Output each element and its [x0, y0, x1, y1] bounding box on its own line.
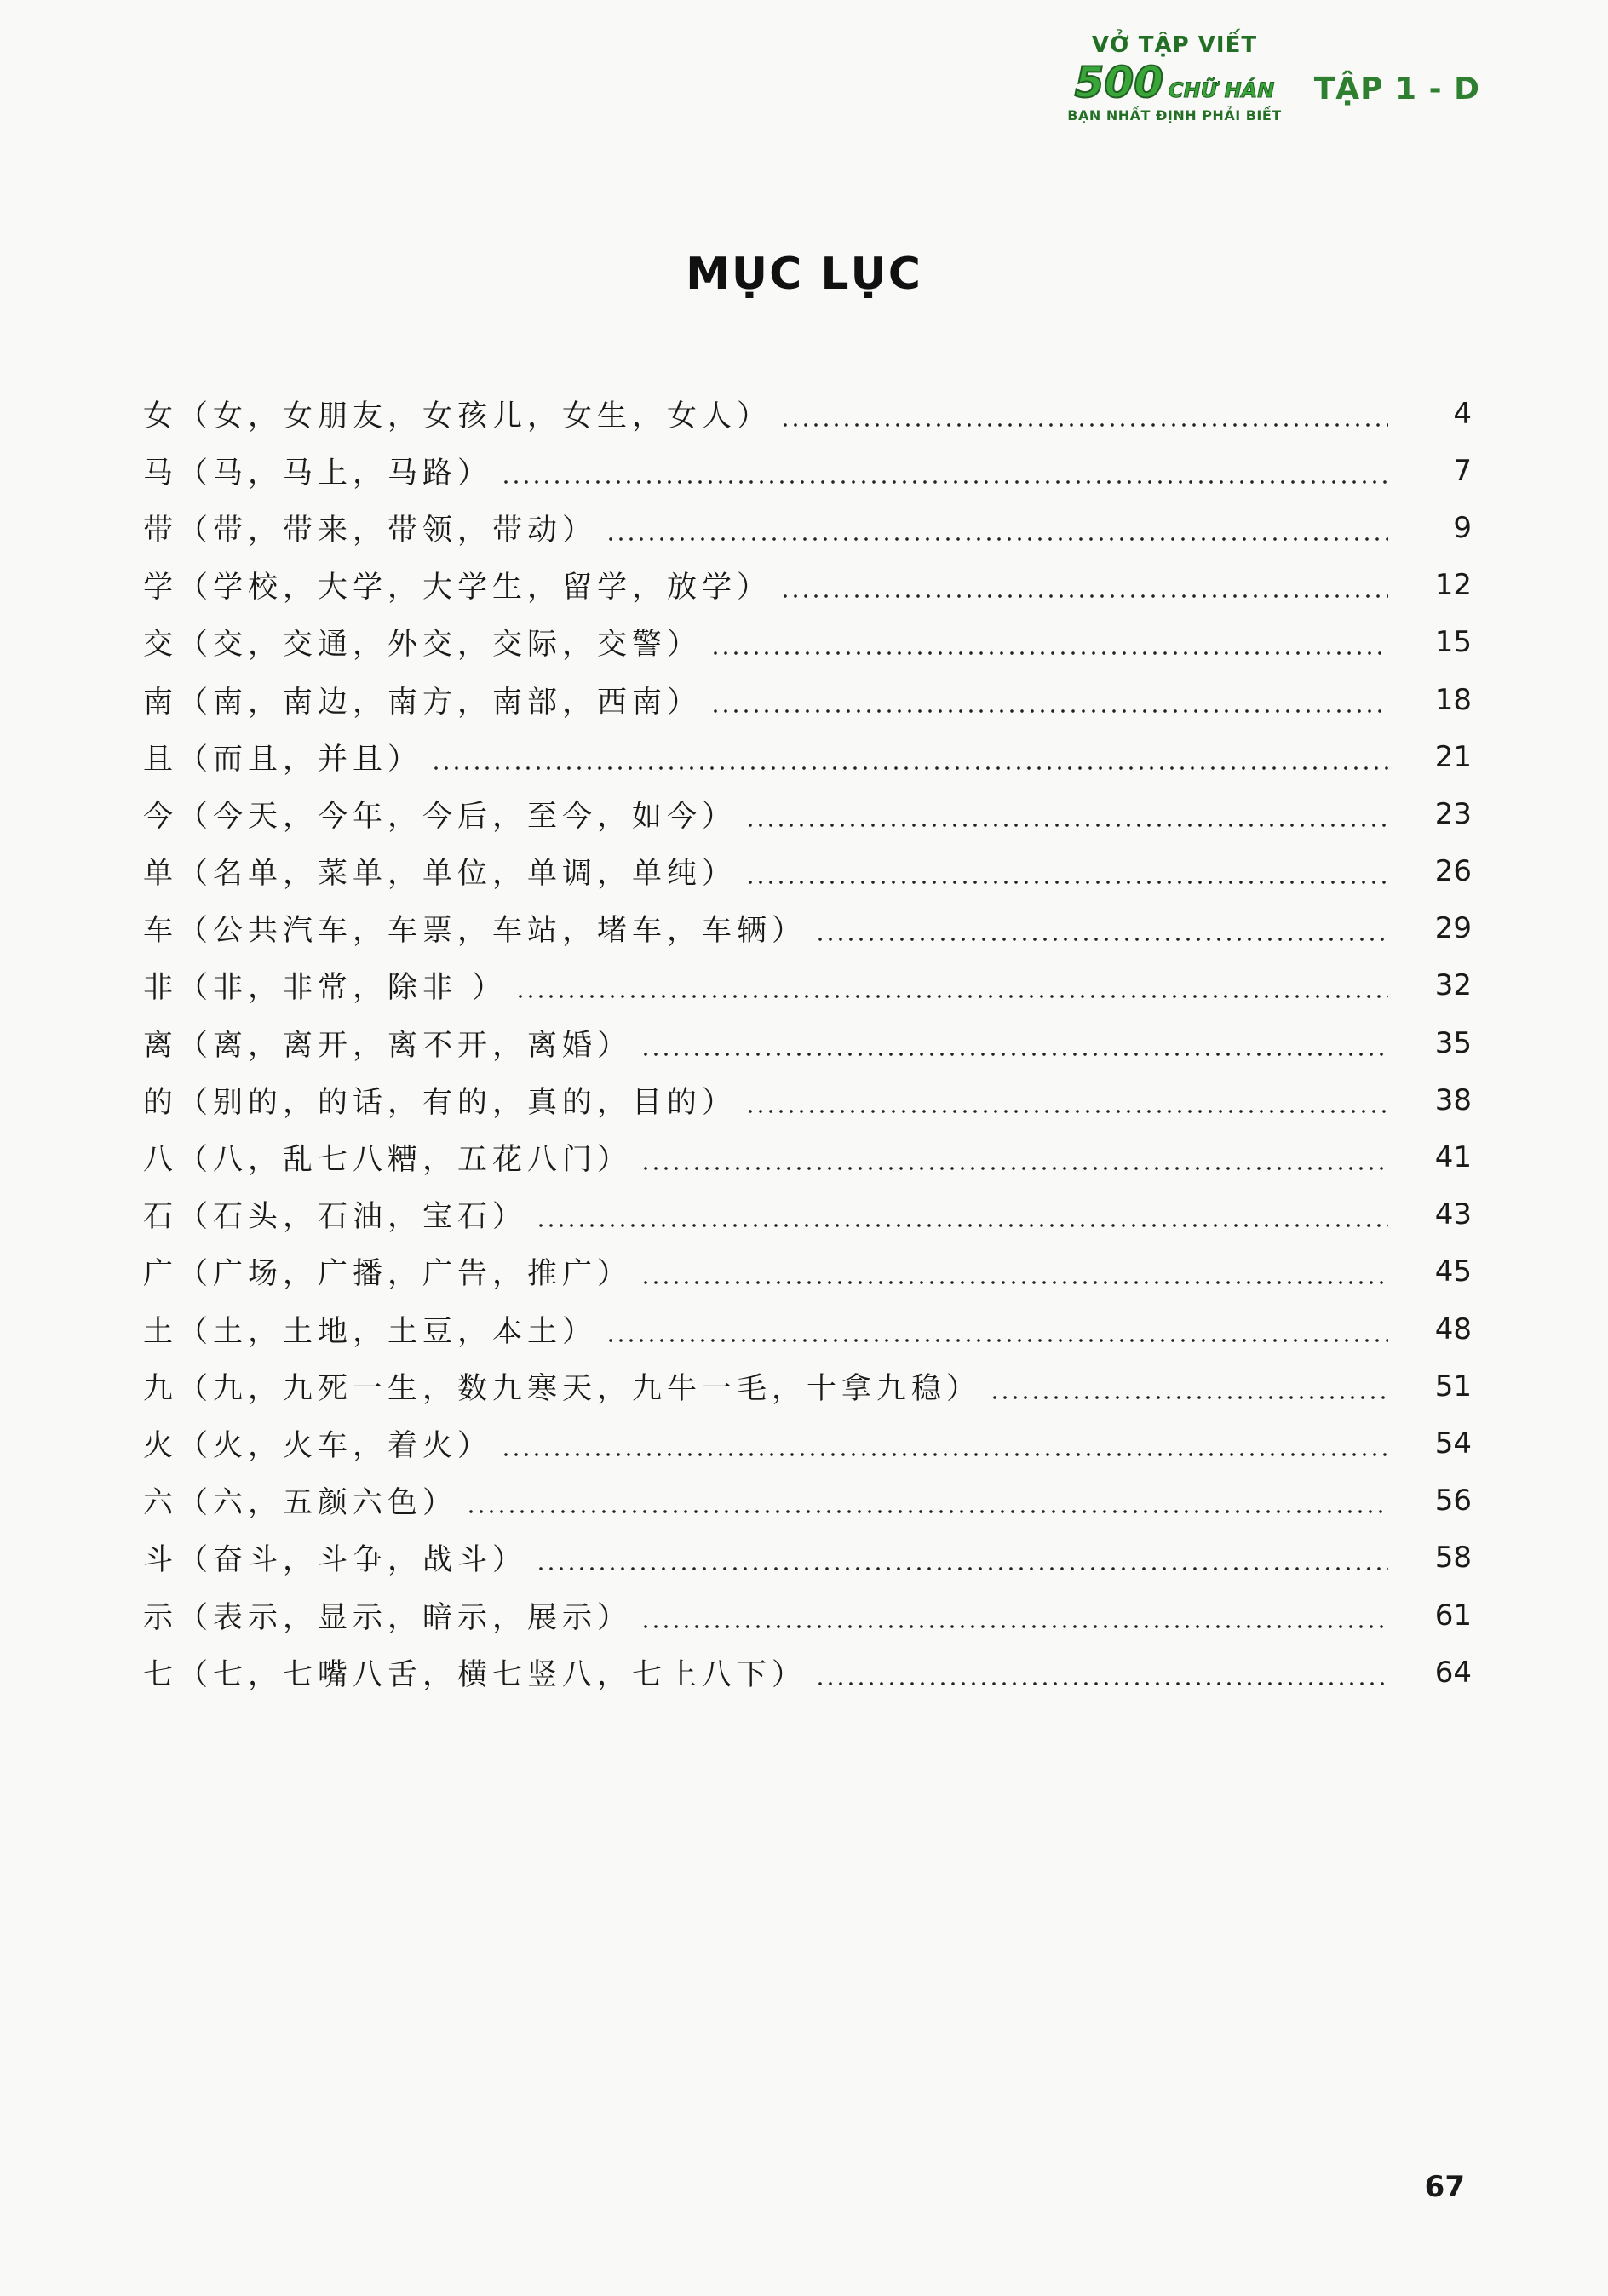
toc-leader-dots	[606, 537, 1388, 541]
page-header	[1067, 34, 1480, 123]
toc-row	[143, 900, 1472, 957]
toc-row	[143, 1530, 1472, 1587]
toc-page-number: 58	[1434, 1541, 1472, 1576]
toc-page-number: 15	[1434, 625, 1472, 660]
toc-entry: 广（广场，广播，广告，推广）	[143, 1250, 640, 1293]
toc-row	[143, 1358, 1472, 1415]
toc-page-number: 61	[1434, 1598, 1472, 1633]
toc-entry: 八（八，乱七八糟，五花八门）	[143, 1136, 640, 1179]
page-title: MỤC LỤC	[686, 249, 922, 300]
logo-bottom-text: BẠN NHẤT ĐỊNH PHẢI BIẾT	[1067, 107, 1282, 123]
toc-entry: 离（离，离开，离不开，离婚）	[143, 1022, 640, 1065]
toc-page-number: 35	[1434, 1025, 1472, 1060]
toc-leader-dots	[501, 480, 1388, 484]
toc-row	[143, 1300, 1472, 1358]
toc-entry: 车（公共汽车，车票，车站，堵车，车辆）	[143, 907, 815, 950]
page-number: 67	[1424, 2170, 1465, 2204]
toc-entry: 单（名单，菜单，单位，单调，单纯）	[143, 850, 745, 893]
toc-row	[143, 1644, 1472, 1701]
toc-entry: 火（火，火车，着火）	[143, 1422, 501, 1465]
toc-leader-dots	[815, 1682, 1388, 1685]
toc-row	[143, 385, 1472, 442]
toc-row	[143, 442, 1472, 499]
toc-page-number: 32	[1434, 968, 1472, 1003]
toc-entry: 的（别的，的话，有的，真的，目的）	[143, 1079, 745, 1122]
toc-entry: 学（学校，大学，大学生，留学，放学）	[143, 564, 780, 606]
toc-leader-dots	[606, 1339, 1388, 1342]
toc-page-number: 18	[1434, 682, 1472, 717]
toc-row	[143, 1186, 1472, 1243]
toc-row	[143, 1243, 1472, 1300]
toc-row	[143, 843, 1472, 900]
toc-leader-dots	[640, 1167, 1388, 1170]
toc-page-number: 21	[1434, 739, 1472, 774]
toc-row	[143, 1472, 1472, 1530]
toc-page-number: 29	[1434, 911, 1472, 946]
toc-leader-dots	[710, 651, 1388, 655]
toc-row	[143, 671, 1472, 728]
toc-leader-dots	[815, 938, 1388, 941]
toc-leader-dots	[990, 1396, 1388, 1399]
toc-row	[143, 728, 1472, 785]
toc-row	[143, 957, 1472, 1014]
toc-page-number: 51	[1434, 1369, 1472, 1403]
toc-row	[143, 785, 1472, 842]
toc-leader-dots	[640, 1625, 1388, 1628]
toc-entry: 示（表示，显示，暗示，展示）	[143, 1594, 640, 1637]
toc-entry: 马（马，马上，马路）	[143, 450, 501, 492]
toc-page-number: 38	[1434, 1082, 1472, 1117]
toc-entry: 石（石头，石油，宝石）	[143, 1193, 536, 1236]
toc-page-number: 41	[1434, 1140, 1472, 1175]
toc-entry: 且（而且，并且）	[143, 736, 431, 778]
logo-middle	[1074, 58, 1275, 107]
toc-row	[143, 1071, 1472, 1128]
toc-page-number: 12	[1434, 568, 1472, 603]
toc-leader-dots	[710, 709, 1388, 713]
toc-leader-dots	[536, 1567, 1388, 1570]
toc-page-number: 4	[1453, 396, 1472, 431]
toc-leader-dots	[745, 824, 1388, 827]
toc-page-number: 56	[1434, 1484, 1472, 1518]
toc-row	[143, 557, 1472, 614]
toc-entry: 土（土，土地，土豆，本土）	[143, 1308, 606, 1351]
toc-leader-dots	[780, 594, 1388, 598]
toc-entry: 交（交，交通，外交，交际，交警）	[143, 621, 710, 663]
toc-leader-dots	[536, 1224, 1388, 1227]
toc-row	[143, 1014, 1472, 1071]
toc-entry: 七（七，七嘴八舌，横七竖八，七上八下）	[143, 1651, 815, 1694]
toc-row	[143, 614, 1472, 671]
toc-page-number: 43	[1434, 1197, 1472, 1232]
toc-entry: 带（带，带来，带领，带动）	[143, 507, 606, 549]
toc-leader-dots	[431, 766, 1388, 770]
toc-leader-dots	[515, 995, 1388, 998]
toc-entry: 九（九，九死一生，数九寒天，九牛一毛，十拿九稳）	[143, 1365, 990, 1408]
toc-leader-dots	[640, 1053, 1388, 1056]
toc-leader-dots	[466, 1510, 1388, 1513]
toc-page-number: 54	[1434, 1426, 1472, 1461]
toc-page-number: 48	[1434, 1312, 1472, 1346]
table-of-contents	[143, 385, 1472, 1701]
toc-row	[143, 1128, 1472, 1185]
toc-page-number: 7	[1453, 453, 1472, 488]
toc-entry: 非（非，非常，除非 ）	[143, 964, 515, 1007]
toc-page-number: 9	[1453, 510, 1472, 545]
toc-row	[143, 499, 1472, 556]
volume-label: TẬP 1 - D	[1313, 71, 1480, 106]
toc-row	[143, 1587, 1472, 1644]
toc-row	[143, 1415, 1472, 1472]
toc-entry: 六（六，五颜六色）	[143, 1479, 466, 1522]
toc-leader-dots	[745, 881, 1388, 884]
toc-entry: 斗（奋斗，斗争，战斗）	[143, 1536, 536, 1579]
toc-leader-dots	[745, 1110, 1388, 1113]
toc-leader-dots	[501, 1453, 1388, 1456]
logo-number: 500	[1074, 58, 1164, 107]
logo-word: CHỮ HÁN	[1169, 78, 1275, 102]
toc-entry: 今（今天，今年，今后，至今，如今）	[143, 793, 745, 835]
book-logo	[1067, 34, 1281, 123]
toc-entry: 南（南，南边，南方，南部，西南）	[143, 679, 710, 721]
toc-leader-dots	[780, 423, 1388, 427]
toc-leader-dots	[640, 1281, 1388, 1284]
toc-page-number: 23	[1434, 796, 1472, 831]
toc-page-number: 45	[1434, 1254, 1472, 1289]
toc-page-number: 26	[1434, 854, 1472, 889]
toc-entry: 女（女，女朋友，女孩儿，女生，女人）	[143, 393, 780, 435]
logo-top-text: VỞ TẬP VIẾT	[1091, 32, 1258, 58]
toc-page-number: 64	[1434, 1655, 1472, 1690]
